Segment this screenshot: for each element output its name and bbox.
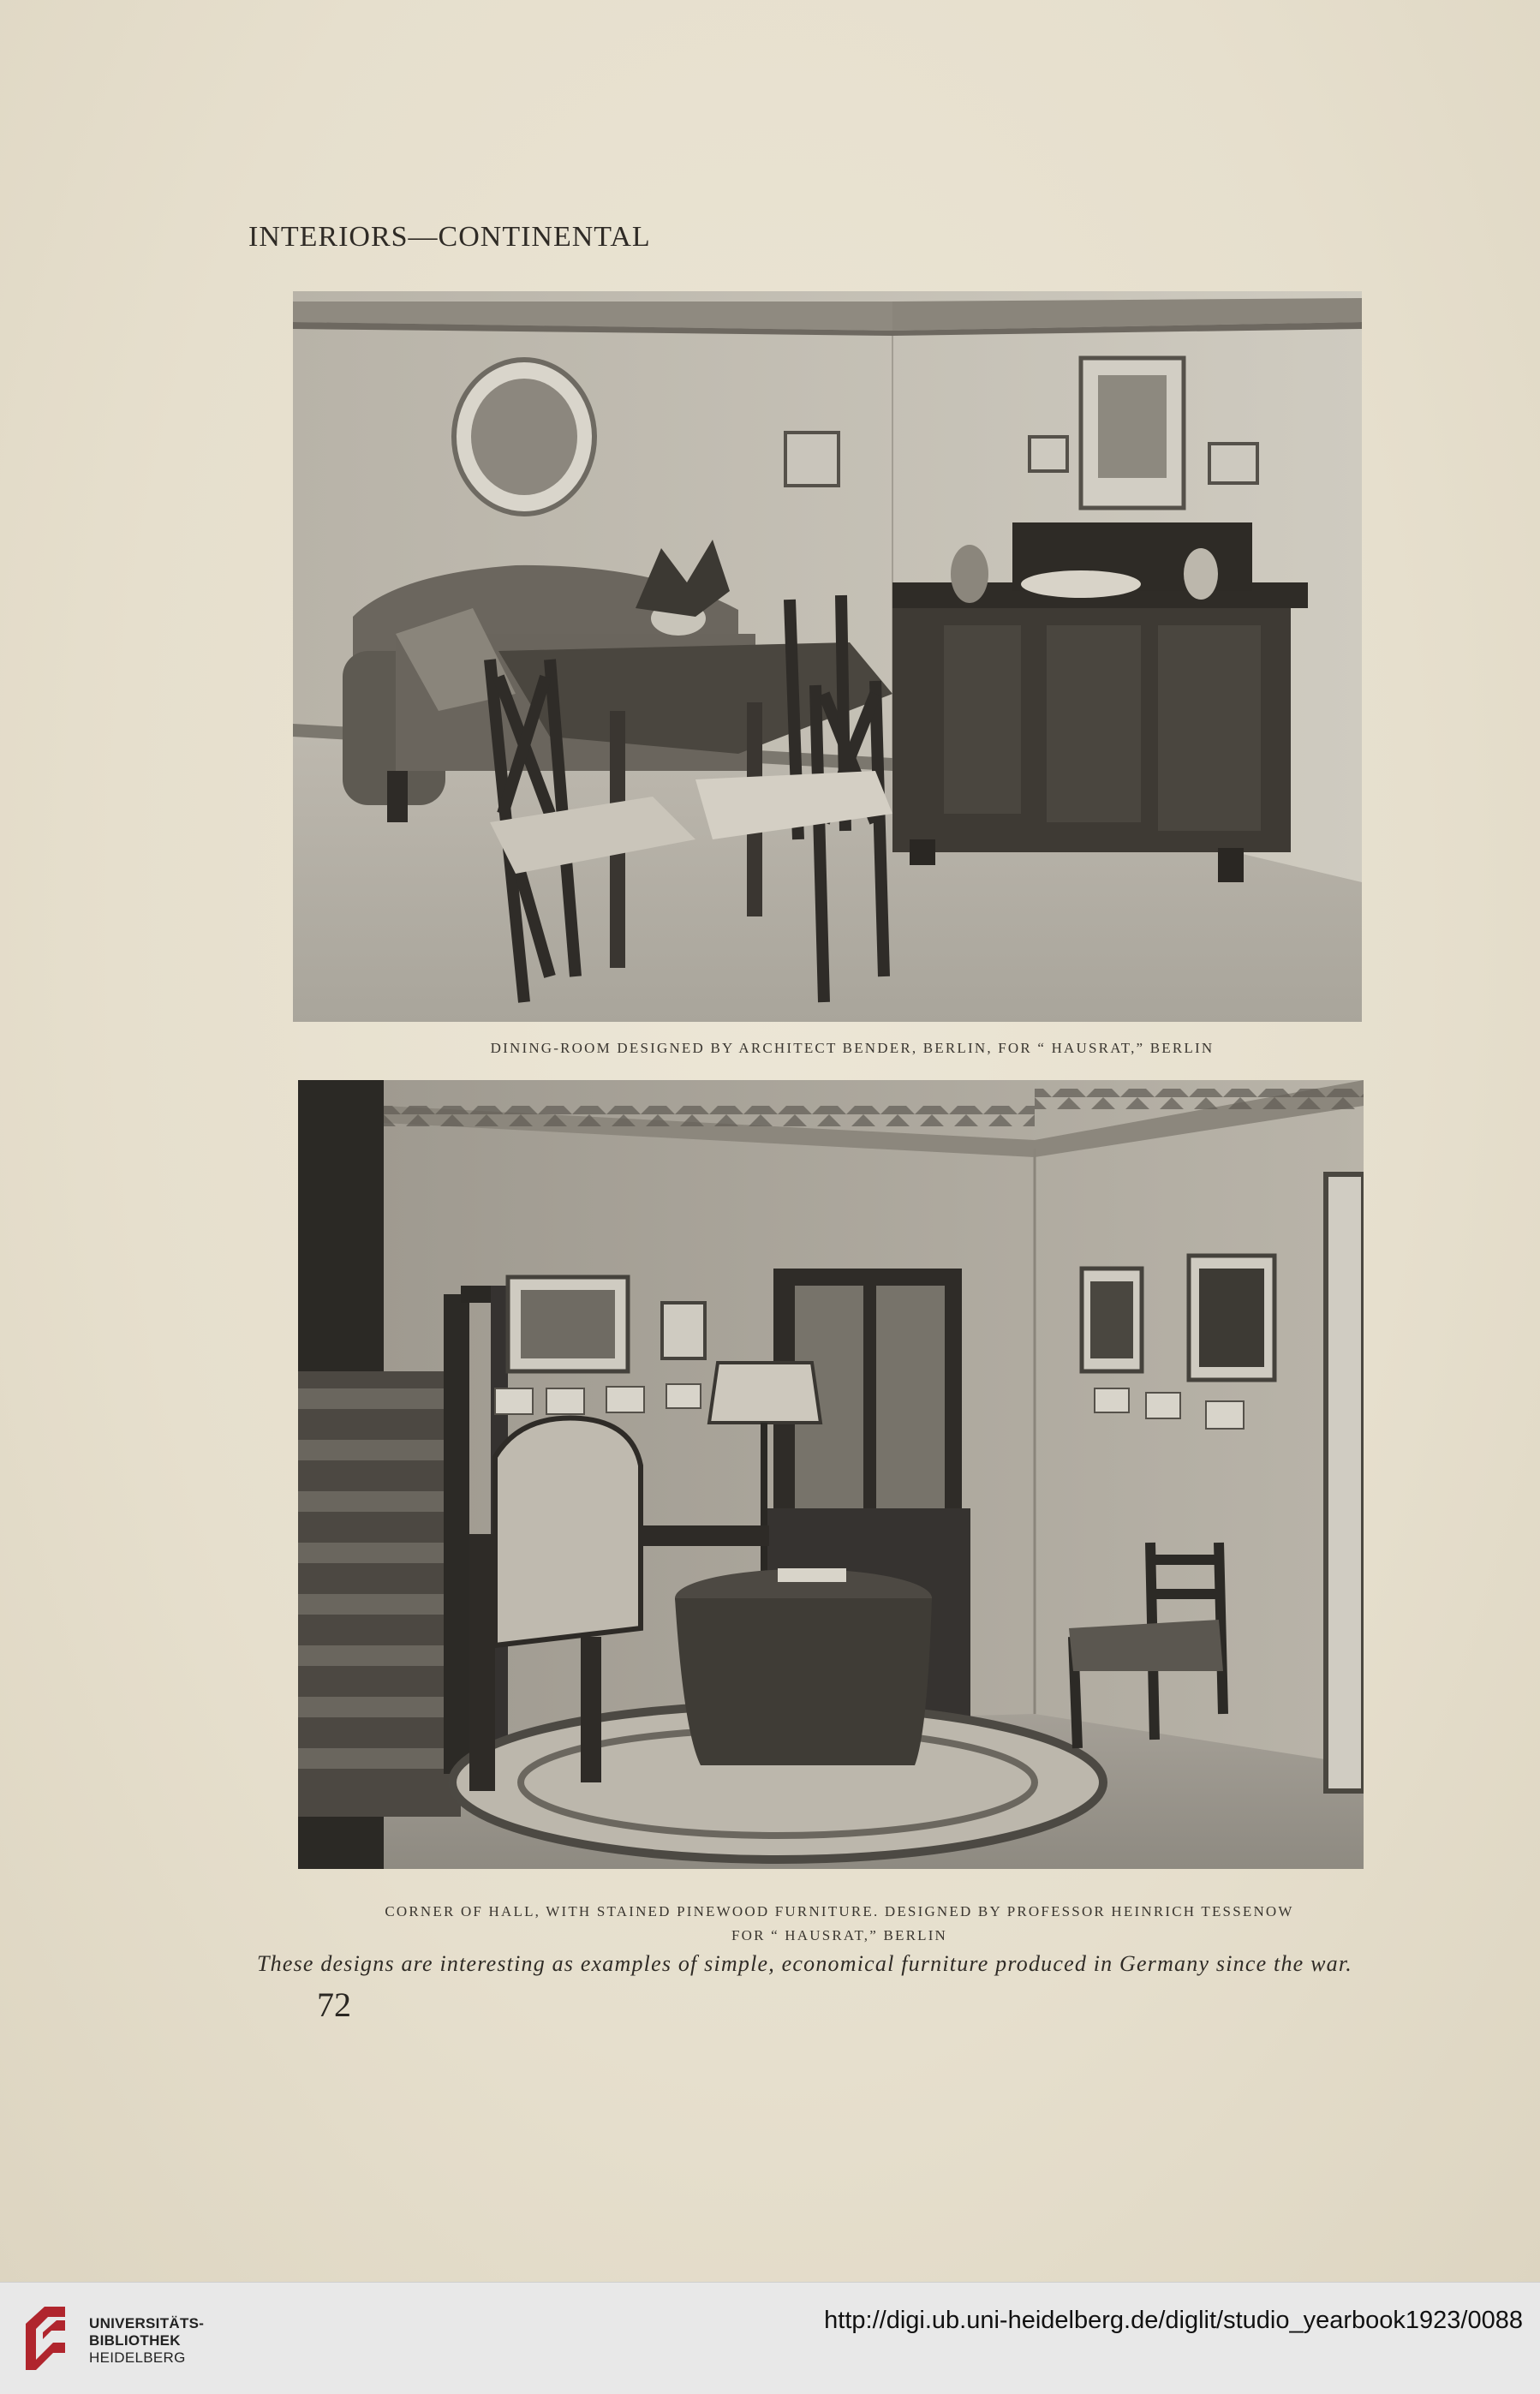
hall-corner-photograph <box>298 1080 1364 1869</box>
viewer-footer-bar <box>0 2282 1540 2394</box>
hall-corner-caption <box>283 1900 1396 1948</box>
running-head: INTERIORS—CONTINENTAL <box>248 221 651 253</box>
hall-corner-caption-line-1: CORNER OF HALL, WITH STAINED PINEWOOD FURNITURE. DESIGNED BY PROFESSOR HEINRICH TESSENOW <box>385 1903 1294 1919</box>
university-library-logo-icon <box>19 2300 72 2377</box>
dining-room-photograph <box>293 291 1362 1022</box>
editorial-note: These designs are interesting as examples of simple, economical furniture produced in Germany since the war. <box>257 1951 1352 1976</box>
library-name <box>89 2315 204 2367</box>
library-name-line-3: HEIDELBERG <box>89 2349 186 2366</box>
dining-room-illustration <box>293 291 1362 1022</box>
library-name-line-1: UNIVERSITÄTS- <box>89 2315 205 2331</box>
library-name-line-2: BIBLIOTHEK <box>89 2332 181 2349</box>
page-number: 72 <box>317 1985 351 2024</box>
source-url[interactable]: http://digi.ub.uni-heidelberg.de/diglit/studio_yearbook1923/0088 <box>824 2307 1523 2334</box>
hall-corner-caption-line-2: FOR “ HAUSRAT,” BERLIN <box>731 1927 948 1943</box>
dining-room-caption: DINING-ROOM DESIGNED BY ARCHITECT BENDER, BERLIN, FOR “ HAUSRAT,” BERLIN <box>490 1040 1215 1056</box>
hall-corner-illustration <box>298 1080 1364 1869</box>
